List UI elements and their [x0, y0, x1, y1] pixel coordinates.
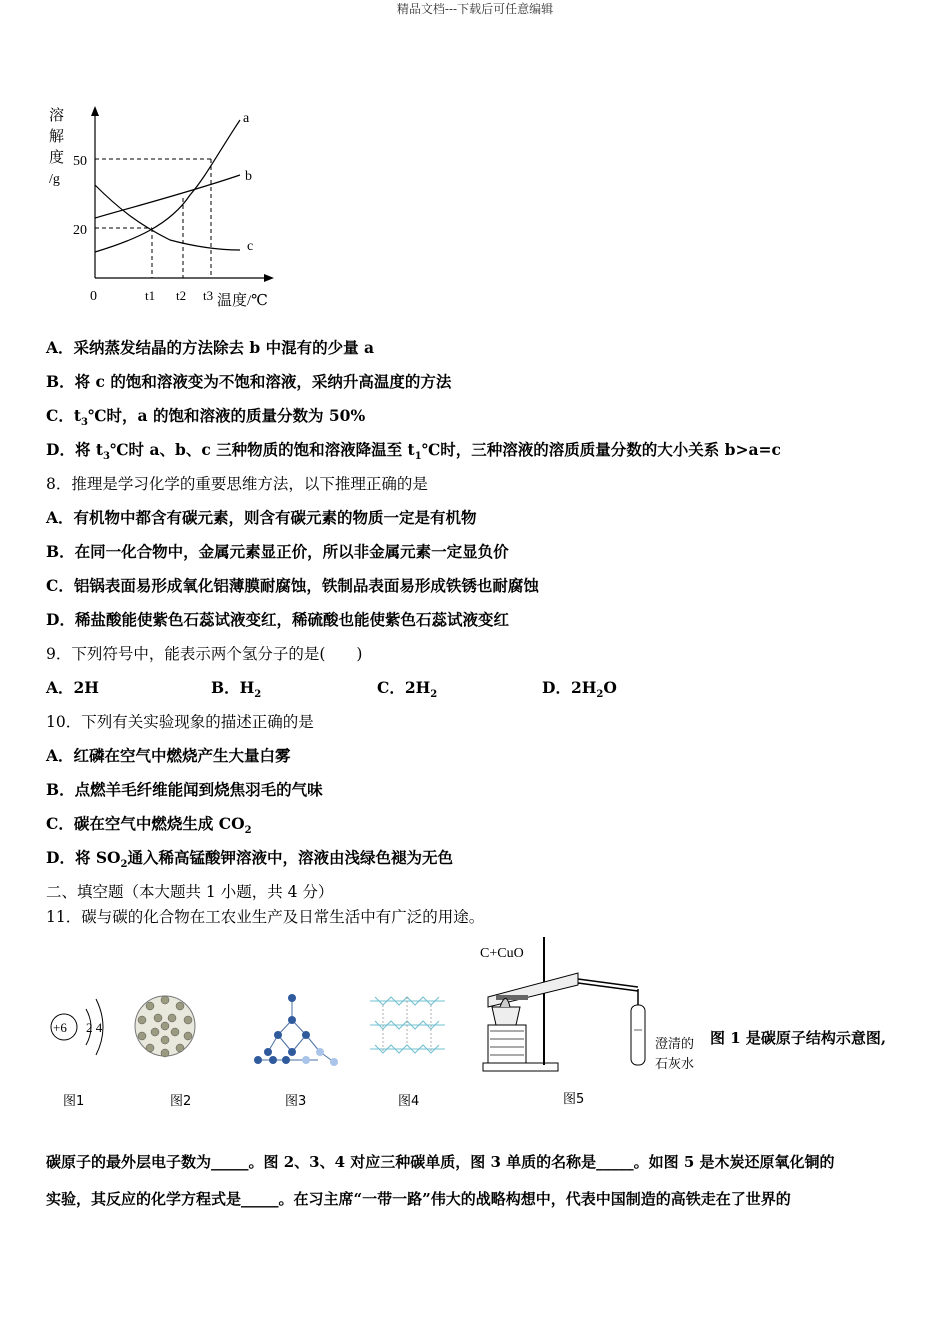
q10-d-sub: 2	[120, 859, 128, 871]
q7-d-sub1: 3	[103, 451, 110, 463]
caption-fig5: 图5	[563, 1092, 585, 1107]
q9-option-c	[377, 676, 437, 700]
q8-option-a: A．有机物中都含有碳元素，则含有碳元素的物质一定是有机物	[46, 508, 477, 527]
q7-option-d	[46, 438, 781, 462]
caption-fig2: 图2	[170, 1094, 192, 1109]
q7-option-b: B．将 c 的饱和溶液变为不饱和溶液，采纳升高温度的方法	[46, 372, 452, 391]
q10-stem: 10．下列有关实验现象的描述正确的是	[46, 713, 314, 731]
q9-c-pre: C．2H	[377, 678, 431, 697]
q7-d-sub2: 1	[414, 451, 422, 463]
x-tick-t3: t3	[203, 288, 214, 303]
q11-text-line-1: 碳原子的最外层电子数为_____。图 2、3、4 对应三种碳单质，图 3 单质的名称是_____。如图 5 是木炭还原氧化铜的	[46, 1153, 835, 1171]
x-tick-t1: t1	[145, 288, 156, 303]
q10-d-post: 通入稀高锰酸钾溶液中，溶液由浅绿色褪为无色	[127, 848, 454, 867]
x-tick-t2: t2	[176, 288, 187, 303]
q7-c-sub: 3	[81, 417, 88, 429]
curve-b	[95, 175, 240, 218]
q9-d-post: O	[603, 678, 617, 697]
q11-stem: 11．碳与碳的化合物在工农业生产及日常生活中有广泛的用途。	[46, 908, 485, 926]
q9-d-pre: D．2H	[542, 678, 597, 697]
q7-d-mid: ℃时 a、b、c 三种物质的饱和溶液降温至 t	[109, 440, 415, 459]
q10-option-c	[46, 812, 252, 836]
limewater-label-2: 石灰水	[655, 1057, 695, 1072]
solubility-graph	[40, 100, 290, 315]
curve-b-label: b	[245, 169, 252, 184]
origin-label: 0	[90, 289, 97, 304]
carbon-atom-diagram	[46, 985, 116, 1065]
q9-option-b	[211, 676, 261, 700]
q7-option-c	[46, 404, 365, 428]
reactants-label: C+CuO	[480, 946, 524, 961]
ylabel-char-1: 溶	[49, 108, 65, 124]
q7-d-post: ℃时，三种溶液的溶质质量分数的大小关系 b>a=c	[421, 440, 781, 459]
ylabel-char-4: /g	[49, 172, 60, 187]
diamond-structure-diagram	[248, 990, 343, 1070]
ylabel-char-3: 度	[49, 150, 65, 166]
ylabel-char-2: 解	[49, 129, 65, 145]
q8-stem: 8．推理是学习化学的重要思维方法，以下推理正确的是	[46, 475, 428, 493]
q7-c-pre: C．t	[46, 406, 81, 425]
q11-side-text: 图 1 是碳原子结构示意图,	[710, 1029, 887, 1047]
q10-c-sub: 2	[244, 825, 252, 837]
caption-fig3: 图3	[285, 1094, 307, 1109]
q10-option-b: B．点燃羊毛纤维能闻到烧焦羽毛的气味	[46, 780, 323, 799]
q9-option-d	[542, 676, 617, 700]
y-tick-50: 50	[73, 154, 87, 169]
y-tick-20: 20	[73, 223, 87, 238]
page-header: 精品文档---下载后可任意编辑	[396, 2, 554, 16]
q10-option-a: A．红磷在空气中燃烧产生大量白雾	[46, 746, 291, 765]
q8-option-b: B．在同一化合物中，金属元素显正价，所以非金属元素一定显负价	[46, 542, 509, 561]
q8-option-d: D．稀盐酸能使紫色石蕊试液变红，稀硫酸也能使紫色石蕊试液变红	[46, 610, 509, 629]
q7-c-post: ℃时，a 的饱和溶液的质量分数为 50%	[87, 406, 366, 425]
q10-option-d	[46, 846, 453, 870]
q9-d-sub: 2	[596, 689, 604, 701]
q9-option-a: A．2H	[46, 678, 99, 697]
curve-c-label: c	[247, 239, 254, 254]
curve-a-label: a	[243, 111, 250, 126]
q9-b-sub: 2	[254, 689, 262, 701]
nucleus-label: +6	[53, 1020, 67, 1035]
q10-c-pre: C．碳在空气中燃烧生成 CO	[46, 814, 245, 833]
q10-d-pre: D．将 SO	[46, 848, 121, 867]
q8-option-c: C．铝锅表面易形成氧化铝薄膜耐腐蚀，铁制品表面易形成铁锈也耐腐蚀	[46, 576, 539, 595]
caption-fig4: 图4	[398, 1094, 420, 1109]
curve-c	[95, 185, 240, 250]
q9-b-pre: B．H	[211, 678, 255, 697]
electron-shells: 2 4	[86, 1020, 103, 1035]
c60-fullerene-diagram	[130, 988, 200, 1068]
graphite-structure-diagram	[365, 993, 450, 1068]
section-heading: 二、填空题（本大题共 1 小题，共 4 分）	[46, 883, 334, 901]
q7-option-a: A．采纳蒸发结晶的方法除去 b 中混有的少量 a	[46, 338, 375, 357]
limewater-label-1: 澄清的	[655, 1037, 695, 1052]
q11-text-line-2: 实验，其反应的化学方程式是_____。在习主席“一带一路”伟大的战略构想中，代表中国制造的高铁走在了世界的	[46, 1190, 791, 1208]
curve-a	[95, 120, 240, 252]
xlabel: 温度/℃	[217, 293, 268, 309]
q9-stem: 9．下列符号中，能表示两个氢分子的是( )	[46, 645, 363, 663]
q9-c-sub: 2	[430, 689, 438, 701]
q7-d-pre: D．将 t	[46, 440, 103, 459]
caption-fig1: 图1	[63, 1094, 85, 1109]
